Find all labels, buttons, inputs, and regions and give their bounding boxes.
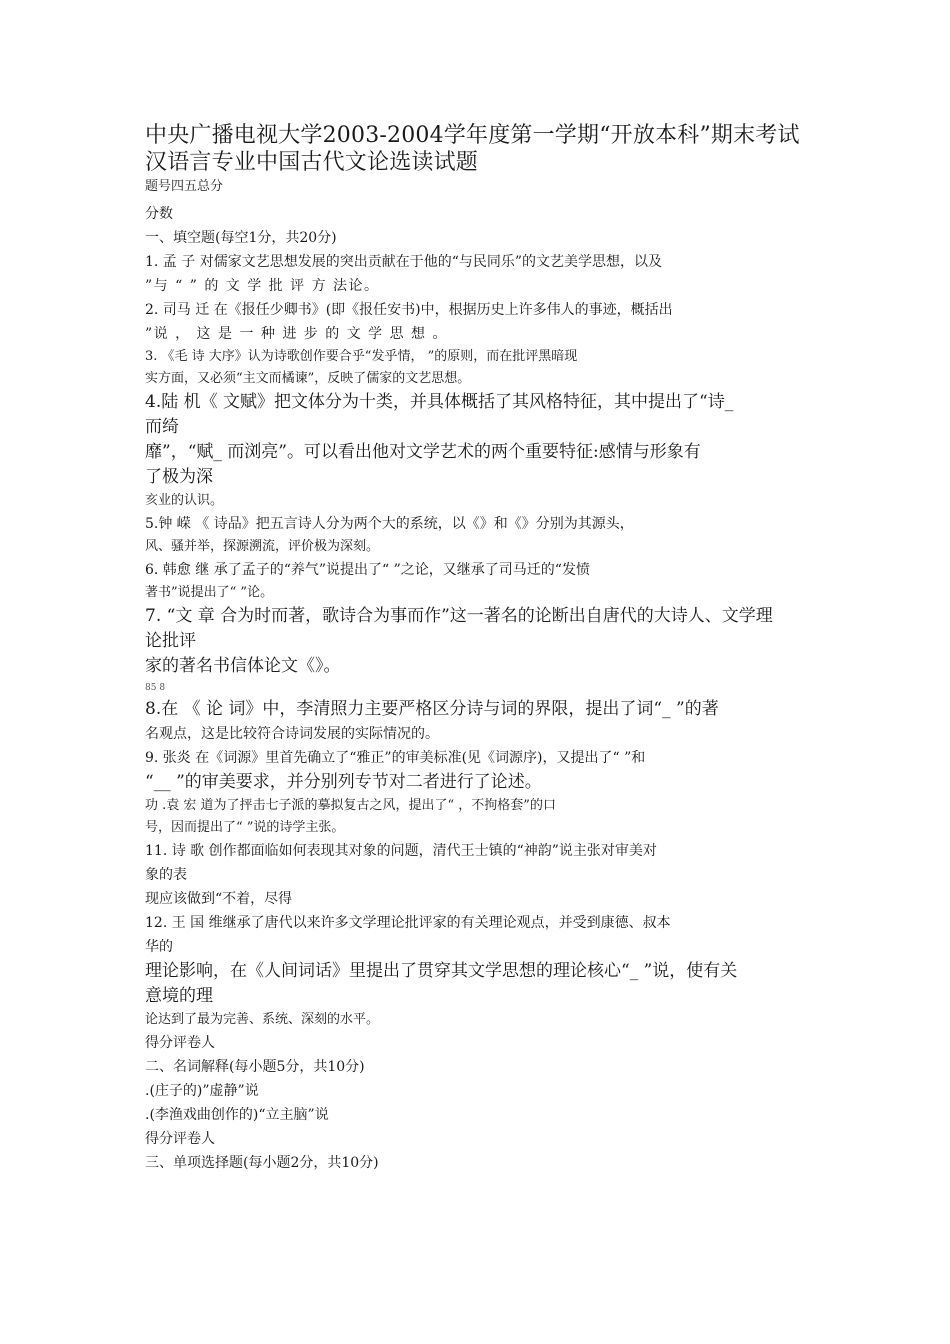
question-10-line-2: 号，因而提出了“ ”说的诗学主张。 <box>145 820 345 835</box>
question-12-line-2: 华的 <box>145 939 173 955</box>
question-9-line-1: 9. 张炎 在《词源》里首先确立了“雅正”的审美标准(见《词源序)，又提出了“ ”和 <box>145 750 646 766</box>
question-4-line-5: 亥业的认识。 <box>145 493 224 508</box>
question-6-line-2: 著书”说提出了“ ”论。 <box>145 585 274 600</box>
section1-heading: 一、填空题(每空1分，共20分) <box>145 230 337 246</box>
page-marker: 85 8 <box>145 683 166 693</box>
question-6-line-1: 6. 韩愈 继 承了孟子的“养气”说提出了“ ”之论，又继承了司马迁的“发愤 <box>145 562 590 578</box>
question-11-line-3: 现应该做到“不着，尽得 <box>145 891 293 907</box>
question-4-line-2: 而绮 <box>145 417 179 437</box>
question-12-line-3: 理论影响，在《人间词话》里提出了贯穿其文学思想的理论核心“_ ”说，使有关 <box>145 961 738 981</box>
question-10-line-1: 功 .袁 宏 道为了抨击七子派的摹拟复古之风，提出了“ ，不拘格套”的口 <box>145 798 556 813</box>
question-4-line-3: 靡”，“赋_ 而浏亮”。可以看出他对文学艺术的两个重要特征:感情与形象有 <box>145 442 701 462</box>
exam-title-line2: 汉语言专业中国古代文论选读试题 <box>145 150 479 175</box>
term-item-1: .(庄子的)”虚静”说 <box>145 1083 259 1099</box>
exam-title-line1: 中央广播电视大学2003-2004学年度第一学期“开放本科”期末考试 <box>145 123 800 148</box>
question-5-line-2: 风、骚并举，探源溯流，评价极为深刻。 <box>145 539 380 554</box>
question-3-line-2: 实方面，又必须“主文而橘谏”，反映了儒家的文艺思想。 <box>145 371 471 386</box>
term-item-2: .(李渔戏曲创作的)“立主脑”说 <box>145 1107 329 1123</box>
question-12-line-1: 12. 王 国 维继承了唐代以来许多文学理论批评家的有关理论观点，并受到康德、叔本 <box>145 915 671 931</box>
question-4-line-4: 了极为深 <box>145 467 213 487</box>
question-8-line-2: 名观点，这是比较符合诗词发展的实际情况的。 <box>145 726 439 742</box>
question-7-line-1: 7. “文 章 合为时而著，歌诗合为事而作”这一著名的论断出自唐代的大诗人、文学理 <box>145 606 773 626</box>
section2-heading: 二、名词解释(每小题5分，共10分) <box>145 1059 365 1075</box>
question-12-line-4: 意境的理 <box>145 986 213 1006</box>
section2-grader: 得分评卷人 <box>145 1035 215 1051</box>
question-2-line-1: 2. 司马 迁 在《报任少卿书》(即《报任安书)中，根据历史上许多伟人的事迹，概括出 <box>145 302 673 318</box>
question-4-line-1: 4.陆 机《 文赋》把文体分为十类，并具体概括了其风格特征，其中提出了“诗_ <box>145 392 734 412</box>
section3-grader: 得分评卷人 <box>145 1131 215 1147</box>
question-11-line-1: 11. 诗 歌 创作都面临如何表现其对象的问题，清代王士镇的“神韵”说主张对审美对 <box>145 843 657 859</box>
question-8-line-1: 8.在 《 论 词》中，李清照力主要严格区分诗与词的界限，提出了词“_ ”的著 <box>145 699 719 719</box>
question-1-line-2: ”与 “ ” 的 文 学 批 评 方 法论。 <box>145 278 380 294</box>
question-9-line-2: “__ ”的审美要求，并分别列专节对二者进行了论述。 <box>145 772 542 792</box>
question-12-line-5: 论达到了最为完善、系统、深刻的水平。 <box>145 1012 380 1027</box>
score-table-score-row: 分数 <box>145 206 173 222</box>
question-7-line-3: 家的著名书信体论文《》。 <box>145 656 341 676</box>
question-3-line-1: 3. 《毛 诗 大序》认为诗歌创作要合乎“发乎情， ”的原则，而在批评黑暗现 <box>145 349 578 364</box>
section3-heading: 三、单项选择题(每小题2分，共10分) <box>145 1155 379 1171</box>
question-11-line-2: 象的表 <box>145 867 187 883</box>
question-7-line-2: 论批评 <box>145 631 196 651</box>
question-2-line-2: ”说 ， 这 是 一 种 进 步 的 文 学 思 想 。 <box>145 326 449 342</box>
question-5-line-1: 5.钟 嵘 《 诗品》把五言诗人分为两个大的系统，以《》和《》分别为其源头， <box>145 516 634 532</box>
question-1-line-1: 1. 孟 子 对儒家文艺思想发展的突出贡献在于他的“与民同乐”的文艺美学思想，以及 <box>145 254 663 270</box>
exam-page <box>145 122 813 1175</box>
score-table-header: 题号四五总分 <box>145 179 224 194</box>
